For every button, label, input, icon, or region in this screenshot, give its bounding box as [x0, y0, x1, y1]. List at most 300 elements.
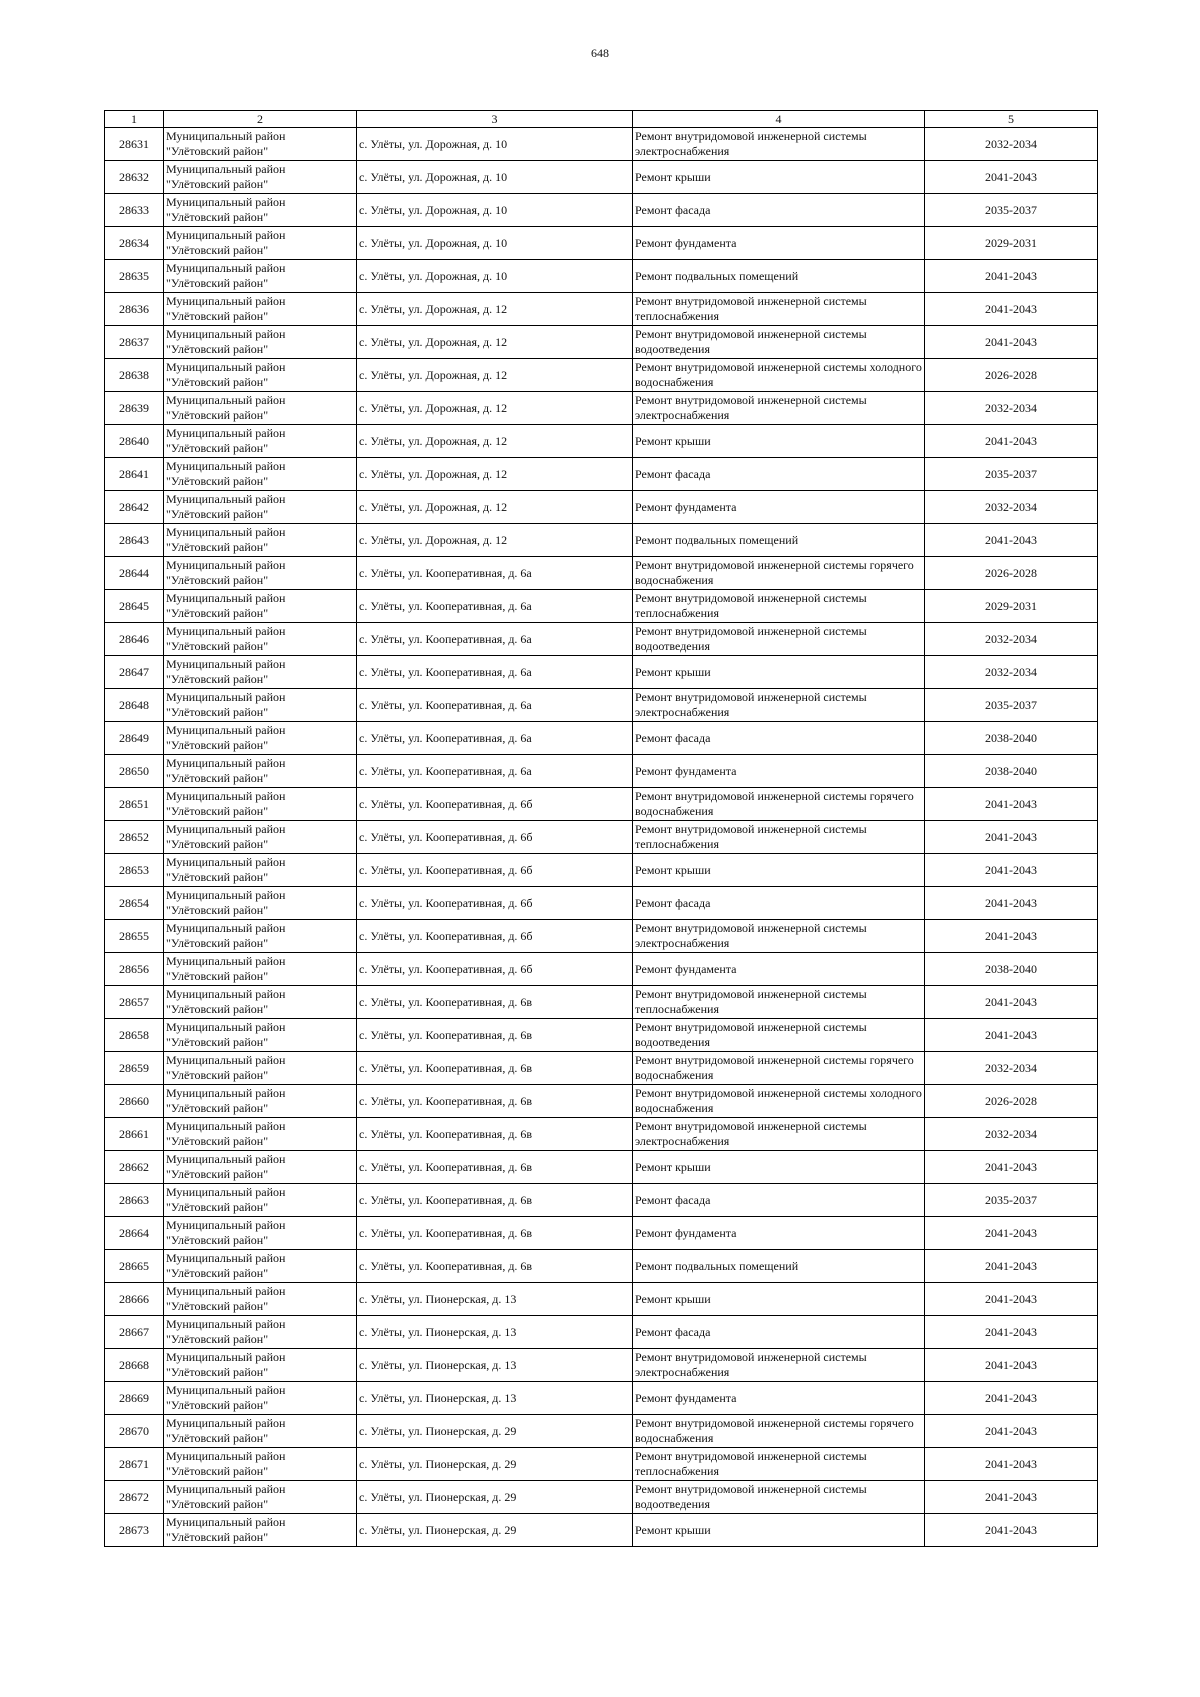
district-cell: [164, 1382, 357, 1415]
work-type-cell: Ремонт крыши: [633, 854, 925, 887]
row-number-cell: 28666: [105, 1283, 164, 1316]
address-cell: с. Улёты, ул. Дорожная, д. 10: [357, 227, 633, 260]
work-type-cell: Ремонт внутридомовой инженерной системы горячего водоснабжения: [633, 557, 925, 590]
district-cell: [164, 1250, 357, 1283]
district-cell: [164, 788, 357, 821]
address-cell: с. Улёты, ул. Кооперативная, д. 6в: [357, 1085, 633, 1118]
district-line: "Улётовский район": [166, 705, 269, 719]
district-line: "Улётовский район": [166, 1332, 269, 1346]
district-cell: [164, 887, 357, 920]
row-number-cell: 28670: [105, 1415, 164, 1448]
row-number-cell: 28662: [105, 1151, 164, 1184]
row-number-cell: 28637: [105, 326, 164, 359]
address-cell: с. Улёты, ул. Кооперативная, д. 6б: [357, 854, 633, 887]
district-line: "Улётовский район": [166, 474, 269, 488]
district-cell: [164, 623, 357, 656]
work-type-cell: Ремонт внутридомовой инженерной системы электроснабжения: [633, 689, 925, 722]
district-cell: [164, 755, 357, 788]
district-line: "Улётовский район": [166, 342, 269, 356]
period-cell: 2038-2040: [925, 953, 1098, 986]
district-cell: [164, 656, 357, 689]
address-cell: с. Улёты, ул. Пионерская, д. 29: [357, 1481, 633, 1514]
table-row: [105, 1448, 1098, 1481]
district-line: "Улётовский район": [166, 507, 269, 521]
row-number-cell: 28639: [105, 392, 164, 425]
district-line: "Улётовский район": [166, 639, 269, 653]
row-number-cell: 28635: [105, 260, 164, 293]
address-cell: с. Улёты, ул. Дорожная, д. 12: [357, 392, 633, 425]
work-type-cell: Ремонт крыши: [633, 425, 925, 458]
period-cell: 2041-2043: [925, 1250, 1098, 1283]
district-cell: [164, 1514, 357, 1547]
period-cell: 2032-2034: [925, 491, 1098, 524]
row-number-cell: 28654: [105, 887, 164, 920]
work-type-cell: Ремонт внутридомовой инженерной системы горячего водоснабжения: [633, 1052, 925, 1085]
address-cell: с. Улёты, ул. Пионерская, д. 29: [357, 1448, 633, 1481]
row-number-cell: 28667: [105, 1316, 164, 1349]
district-line: Муниципальный район: [166, 261, 286, 275]
period-cell: 2041-2043: [925, 1448, 1098, 1481]
table-row: [105, 293, 1098, 326]
district-line: Муниципальный район: [166, 954, 286, 968]
work-type-cell: Ремонт крыши: [633, 1283, 925, 1316]
period-cell: 2041-2043: [925, 920, 1098, 953]
table-row: [105, 227, 1098, 260]
work-type-cell: Ремонт внутридомовой инженерной системы холодного водоснабжения: [633, 359, 925, 392]
table-row: [105, 491, 1098, 524]
period-cell: 2041-2043: [925, 524, 1098, 557]
district-line: "Улётовский район": [166, 936, 269, 950]
district-line: "Улётовский район": [166, 672, 269, 686]
district-line: Муниципальный район: [166, 1152, 286, 1166]
table-row: [105, 623, 1098, 656]
district-line: Муниципальный район: [166, 1251, 286, 1265]
period-cell: 2041-2043: [925, 161, 1098, 194]
period-cell: 2035-2037: [925, 458, 1098, 491]
period-cell: 2026-2028: [925, 1085, 1098, 1118]
address-cell: с. Улёты, ул. Дорожная, д. 12: [357, 491, 633, 524]
period-cell: 2041-2043: [925, 854, 1098, 887]
work-type-cell: Ремонт фундамента: [633, 1217, 925, 1250]
district-line: "Улётовский район": [166, 1002, 269, 1016]
work-type-cell: Ремонт внутридомовой инженерной системы водоотведения: [633, 1019, 925, 1052]
row-number-cell: 28634: [105, 227, 164, 260]
district-cell: [164, 1151, 357, 1184]
district-line: Муниципальный район: [166, 558, 286, 572]
table-row: [105, 1118, 1098, 1151]
row-number-cell: 28655: [105, 920, 164, 953]
period-cell: 2041-2043: [925, 1415, 1098, 1448]
address-cell: с. Улёты, ул. Дорожная, д. 12: [357, 425, 633, 458]
district-line: "Улётовский район": [166, 870, 269, 884]
table-row: [105, 854, 1098, 887]
address-cell: с. Улёты, ул. Дорожная, д. 12: [357, 524, 633, 557]
row-number-cell: 28660: [105, 1085, 164, 1118]
work-type-cell: Ремонт внутридомовой инженерной системы водоотведения: [633, 326, 925, 359]
work-type-cell: Ремонт внутридомовой инженерной системы электроснабжения: [633, 392, 925, 425]
work-type-cell: Ремонт фасада: [633, 887, 925, 920]
table-row: [105, 557, 1098, 590]
district-line: "Улётовский район": [166, 804, 269, 818]
work-type-cell: Ремонт крыши: [633, 1151, 925, 1184]
row-number-cell: 28647: [105, 656, 164, 689]
address-cell: с. Улёты, ул. Дорожная, д. 10: [357, 128, 633, 161]
district-line: Муниципальный район: [166, 294, 286, 308]
work-type-cell: Ремонт внутридомовой инженерной системы теплоснабжения: [633, 293, 925, 326]
district-line: Муниципальный район: [166, 228, 286, 242]
district-line: "Улётовский район": [166, 1035, 269, 1049]
table-row: [105, 392, 1098, 425]
district-line: "Улётовский район": [166, 441, 269, 455]
work-type-cell: Ремонт фундамента: [633, 953, 925, 986]
row-number-cell: 28653: [105, 854, 164, 887]
district-line: "Улётовский район": [166, 1266, 269, 1280]
district-line: Муниципальный район: [166, 888, 286, 902]
table-row: [105, 1481, 1098, 1514]
district-line: Муниципальный район: [166, 1119, 286, 1133]
address-cell: с. Улёты, ул. Дорожная, д. 10: [357, 260, 633, 293]
district-line: Муниципальный район: [166, 1350, 286, 1364]
district-cell: [164, 986, 357, 1019]
work-type-cell: Ремонт внутридомовой инженерной системы теплоснабжения: [633, 1448, 925, 1481]
table-row: [105, 1151, 1098, 1184]
district-cell: [164, 1085, 357, 1118]
period-cell: 2029-2031: [925, 590, 1098, 623]
column-number-row: [105, 111, 1098, 128]
address-cell: с. Улёты, ул. Кооперативная, д. 6а: [357, 656, 633, 689]
period-cell: 2041-2043: [925, 293, 1098, 326]
district-line: "Улётовский район": [166, 408, 269, 422]
address-cell: с. Улёты, ул. Кооперативная, д. 6в: [357, 1184, 633, 1217]
table-row: [105, 161, 1098, 194]
address-cell: с. Улёты, ул. Кооперативная, д. 6а: [357, 557, 633, 590]
table-row: [105, 1415, 1098, 1448]
district-line: "Улётовский район": [166, 1464, 269, 1478]
district-cell: [164, 557, 357, 590]
district-line: "Улётовский район": [166, 177, 269, 191]
row-number-cell: 28632: [105, 161, 164, 194]
district-line: "Улётовский район": [166, 1233, 269, 1247]
address-cell: с. Улёты, ул. Кооперативная, д. 6б: [357, 788, 633, 821]
address-cell: с. Улёты, ул. Пионерская, д. 13: [357, 1316, 633, 1349]
row-number-cell: 28643: [105, 524, 164, 557]
district-line: Муниципальный район: [166, 624, 286, 638]
work-type-cell: Ремонт фундамента: [633, 755, 925, 788]
row-number-cell: 28668: [105, 1349, 164, 1382]
period-cell: 2041-2043: [925, 1019, 1098, 1052]
district-cell: [164, 359, 357, 392]
district-line: "Улётовский район": [166, 540, 269, 554]
district-line: "Улётовский район": [166, 309, 269, 323]
address-cell: с. Улёты, ул. Дорожная, д. 10: [357, 161, 633, 194]
table-row: [105, 953, 1098, 986]
address-cell: с. Улёты, ул. Дорожная, д. 12: [357, 359, 633, 392]
row-number-cell: 28673: [105, 1514, 164, 1547]
table-row: [105, 1052, 1098, 1085]
district-cell: [164, 1415, 357, 1448]
district-cell: [164, 293, 357, 326]
address-cell: с. Улёты, ул. Дорожная, д. 12: [357, 326, 633, 359]
address-cell: с. Улёты, ул. Кооперативная, д. 6а: [357, 689, 633, 722]
table-row: [105, 788, 1098, 821]
district-line: "Улётовский район": [166, 144, 269, 158]
period-cell: 2032-2034: [925, 623, 1098, 656]
district-line: Муниципальный район: [166, 1218, 286, 1232]
repair-schedule-table: [104, 110, 1098, 1547]
work-type-cell: Ремонт внутридомовой инженерной системы холодного водоснабжения: [633, 1085, 925, 1118]
district-cell: [164, 128, 357, 161]
row-number-cell: 28657: [105, 986, 164, 1019]
table-row: [105, 821, 1098, 854]
district-line: Муниципальный район: [166, 195, 286, 209]
district-line: "Улётовский район": [166, 375, 269, 389]
row-number-cell: 28665: [105, 1250, 164, 1283]
row-number-cell: 28652: [105, 821, 164, 854]
address-cell: с. Улёты, ул. Кооперативная, д. 6в: [357, 1250, 633, 1283]
district-cell: [164, 1118, 357, 1151]
district-line: "Улётовский район": [166, 1365, 269, 1379]
column-header-5: 5: [925, 111, 1098, 128]
district-line: Муниципальный район: [166, 525, 286, 539]
period-cell: 2032-2034: [925, 656, 1098, 689]
table-row: [105, 887, 1098, 920]
table-row: [105, 986, 1098, 1019]
address-cell: с. Улёты, ул. Кооперативная, д. 6в: [357, 1151, 633, 1184]
district-cell: [164, 392, 357, 425]
row-number-cell: 28640: [105, 425, 164, 458]
row-number-cell: 28642: [105, 491, 164, 524]
period-cell: 2035-2037: [925, 194, 1098, 227]
table-header: [105, 111, 1098, 128]
district-line: "Улётовский район": [166, 1299, 269, 1313]
table-row: [105, 1382, 1098, 1415]
district-line: Муниципальный район: [166, 162, 286, 176]
district-line: Муниципальный район: [166, 129, 286, 143]
table-row: [105, 1316, 1098, 1349]
period-cell: 2026-2028: [925, 359, 1098, 392]
table-row: [105, 1019, 1098, 1052]
address-cell: с. Улёты, ул. Кооперативная, д. 6б: [357, 821, 633, 854]
address-cell: с. Улёты, ул. Кооперативная, д. 6в: [357, 986, 633, 1019]
period-cell: 2041-2043: [925, 1283, 1098, 1316]
address-cell: с. Улёты, ул. Пионерская, д. 13: [357, 1349, 633, 1382]
period-cell: 2041-2043: [925, 1481, 1098, 1514]
row-number-cell: 28661: [105, 1118, 164, 1151]
district-cell: [164, 953, 357, 986]
district-line: "Улётовский район": [166, 837, 269, 851]
district-line: Муниципальный район: [166, 1317, 286, 1331]
column-header-1: 1: [105, 111, 164, 128]
period-cell: 2041-2043: [925, 1349, 1098, 1382]
district-line: "Улётовский район": [166, 1530, 269, 1544]
district-line: Муниципальный район: [166, 690, 286, 704]
district-cell: [164, 1283, 357, 1316]
district-cell: [164, 326, 357, 359]
district-cell: [164, 1481, 357, 1514]
address-cell: с. Улёты, ул. Дорожная, д. 10: [357, 194, 633, 227]
district-line: "Улётовский район": [166, 1068, 269, 1082]
row-number-cell: 28651: [105, 788, 164, 821]
district-cell: [164, 1316, 357, 1349]
row-number-cell: 28636: [105, 293, 164, 326]
row-number-cell: 28648: [105, 689, 164, 722]
period-cell: 2041-2043: [925, 986, 1098, 1019]
district-line: "Улётовский район": [166, 1167, 269, 1181]
row-number-cell: 28656: [105, 953, 164, 986]
address-cell: с. Улёты, ул. Кооперативная, д. 6б: [357, 953, 633, 986]
period-cell: 2032-2034: [925, 1118, 1098, 1151]
district-line: "Улётовский район": [166, 738, 269, 752]
row-number-cell: 28672: [105, 1481, 164, 1514]
work-type-cell: Ремонт фасада: [633, 458, 925, 491]
work-type-cell: Ремонт крыши: [633, 161, 925, 194]
address-cell: с. Улёты, ул. Кооперативная, д. 6в: [357, 1118, 633, 1151]
period-cell: 2032-2034: [925, 392, 1098, 425]
district-line: Муниципальный район: [166, 1383, 286, 1397]
district-line: Муниципальный район: [166, 393, 286, 407]
address-cell: с. Улёты, ул. Дорожная, д. 12: [357, 458, 633, 491]
district-line: "Улётовский район": [166, 573, 269, 587]
period-cell: 2032-2034: [925, 1052, 1098, 1085]
table-row: [105, 920, 1098, 953]
table-row: [105, 1283, 1098, 1316]
address-cell: с. Улёты, ул. Пионерская, д. 29: [357, 1415, 633, 1448]
district-line: "Улётовский район": [166, 1398, 269, 1412]
district-cell: [164, 1448, 357, 1481]
address-cell: с. Улёты, ул. Кооперативная, д. 6а: [357, 755, 633, 788]
work-type-cell: Ремонт подвальных помещений: [633, 524, 925, 557]
district-line: "Улётовский район": [166, 1200, 269, 1214]
table-row: [105, 722, 1098, 755]
row-number-cell: 28664: [105, 1217, 164, 1250]
address-cell: с. Улёты, ул. Кооперативная, д. 6в: [357, 1217, 633, 1250]
row-number-cell: 28669: [105, 1382, 164, 1415]
work-type-cell: Ремонт фундамента: [633, 1382, 925, 1415]
district-cell: [164, 689, 357, 722]
period-cell: 2041-2043: [925, 821, 1098, 854]
address-cell: с. Улёты, ул. Кооперативная, д. 6б: [357, 887, 633, 920]
work-type-cell: Ремонт фундамента: [633, 491, 925, 524]
work-type-cell: Ремонт внутридомовой инженерной системы электроснабжения: [633, 920, 925, 953]
column-header-4: 4: [633, 111, 925, 128]
district-line: Муниципальный район: [166, 426, 286, 440]
table-body: [105, 128, 1098, 1547]
table-row: [105, 1184, 1098, 1217]
work-type-cell: Ремонт внутридомовой инженерной системы электроснабжения: [633, 1349, 925, 1382]
row-number-cell: 28641: [105, 458, 164, 491]
period-cell: 2041-2043: [925, 887, 1098, 920]
address-cell: с. Улёты, ул. Кооперативная, д. 6а: [357, 590, 633, 623]
row-number-cell: 28663: [105, 1184, 164, 1217]
row-number-cell: 28638: [105, 359, 164, 392]
row-number-cell: 28646: [105, 623, 164, 656]
district-line: Муниципальный район: [166, 1515, 286, 1529]
work-type-cell: Ремонт фундамента: [633, 227, 925, 260]
table-row: [105, 755, 1098, 788]
district-line: Муниципальный район: [166, 987, 286, 1001]
district-line: Муниципальный район: [166, 1086, 286, 1100]
district-line: Муниципальный район: [166, 921, 286, 935]
address-cell: с. Улёты, ул. Пионерская, д. 29: [357, 1514, 633, 1547]
period-cell: 2041-2043: [925, 1217, 1098, 1250]
district-line: "Улётовский район": [166, 771, 269, 785]
work-type-cell: Ремонт внутридомовой инженерной системы горячего водоснабжения: [633, 1415, 925, 1448]
address-cell: с. Улёты, ул. Пионерская, д. 13: [357, 1382, 633, 1415]
table-row: [105, 425, 1098, 458]
district-line: Муниципальный район: [166, 1416, 286, 1430]
district-cell: [164, 227, 357, 260]
district-cell: [164, 260, 357, 293]
table-row: [105, 1250, 1098, 1283]
district-line: Муниципальный район: [166, 492, 286, 506]
column-header-2: 2: [164, 111, 357, 128]
district-line: "Улётовский район": [166, 1497, 269, 1511]
district-cell: [164, 590, 357, 623]
district-line: "Улётовский район": [166, 606, 269, 620]
table-row: [105, 1085, 1098, 1118]
district-cell: [164, 194, 357, 227]
work-type-cell: Ремонт подвальных помещений: [633, 1250, 925, 1283]
period-cell: 2041-2043: [925, 260, 1098, 293]
period-cell: 2038-2040: [925, 722, 1098, 755]
district-cell: [164, 1349, 357, 1382]
work-type-cell: Ремонт внутридомовой инженерной системы электроснабжения: [633, 1118, 925, 1151]
district-line: Муниципальный район: [166, 789, 286, 803]
table-row: [105, 326, 1098, 359]
table-row: [105, 128, 1098, 161]
row-number-cell: 28659: [105, 1052, 164, 1085]
work-type-cell: Ремонт подвальных помещений: [633, 260, 925, 293]
district-line: "Улётовский район": [166, 1134, 269, 1148]
district-line: "Улётовский район": [166, 243, 269, 257]
district-cell: [164, 425, 357, 458]
district-line: Муниципальный район: [166, 1482, 286, 1496]
work-type-cell: Ремонт крыши: [633, 1514, 925, 1547]
table-row: [105, 689, 1098, 722]
row-number-cell: 28645: [105, 590, 164, 623]
district-line: "Улётовский район": [166, 903, 269, 917]
period-cell: 2035-2037: [925, 1184, 1098, 1217]
district-line: "Улётовский район": [166, 1101, 269, 1115]
address-cell: с. Улёты, ул. Кооперативная, д. 6в: [357, 1019, 633, 1052]
district-cell: [164, 458, 357, 491]
district-cell: [164, 722, 357, 755]
district-line: Муниципальный район: [166, 1053, 286, 1067]
address-cell: с. Улёты, ул. Дорожная, д. 12: [357, 293, 633, 326]
district-line: Муниципальный район: [166, 1284, 286, 1298]
work-type-cell: Ремонт внутридомовой инженерной системы водоотведения: [633, 623, 925, 656]
work-type-cell: Ремонт крыши: [633, 656, 925, 689]
district-line: Муниципальный район: [166, 756, 286, 770]
table-row: [105, 1349, 1098, 1382]
column-header-3: 3: [357, 111, 633, 128]
address-cell: с. Улёты, ул. Кооперативная, д. 6в: [357, 1052, 633, 1085]
work-type-cell: Ремонт фасада: [633, 722, 925, 755]
district-line: Муниципальный район: [166, 657, 286, 671]
table-row: [105, 359, 1098, 392]
district-line: "Улётовский район": [166, 1431, 269, 1445]
district-cell: [164, 161, 357, 194]
table-row: [105, 1514, 1098, 1547]
district-line: "Улётовский район": [166, 276, 269, 290]
period-cell: 2041-2043: [925, 1382, 1098, 1415]
period-cell: 2041-2043: [925, 1316, 1098, 1349]
period-cell: 2032-2034: [925, 128, 1098, 161]
district-line: Муниципальный район: [166, 459, 286, 473]
district-line: "Улётовский район": [166, 210, 269, 224]
table-row: [105, 656, 1098, 689]
period-cell: 2041-2043: [925, 1151, 1098, 1184]
